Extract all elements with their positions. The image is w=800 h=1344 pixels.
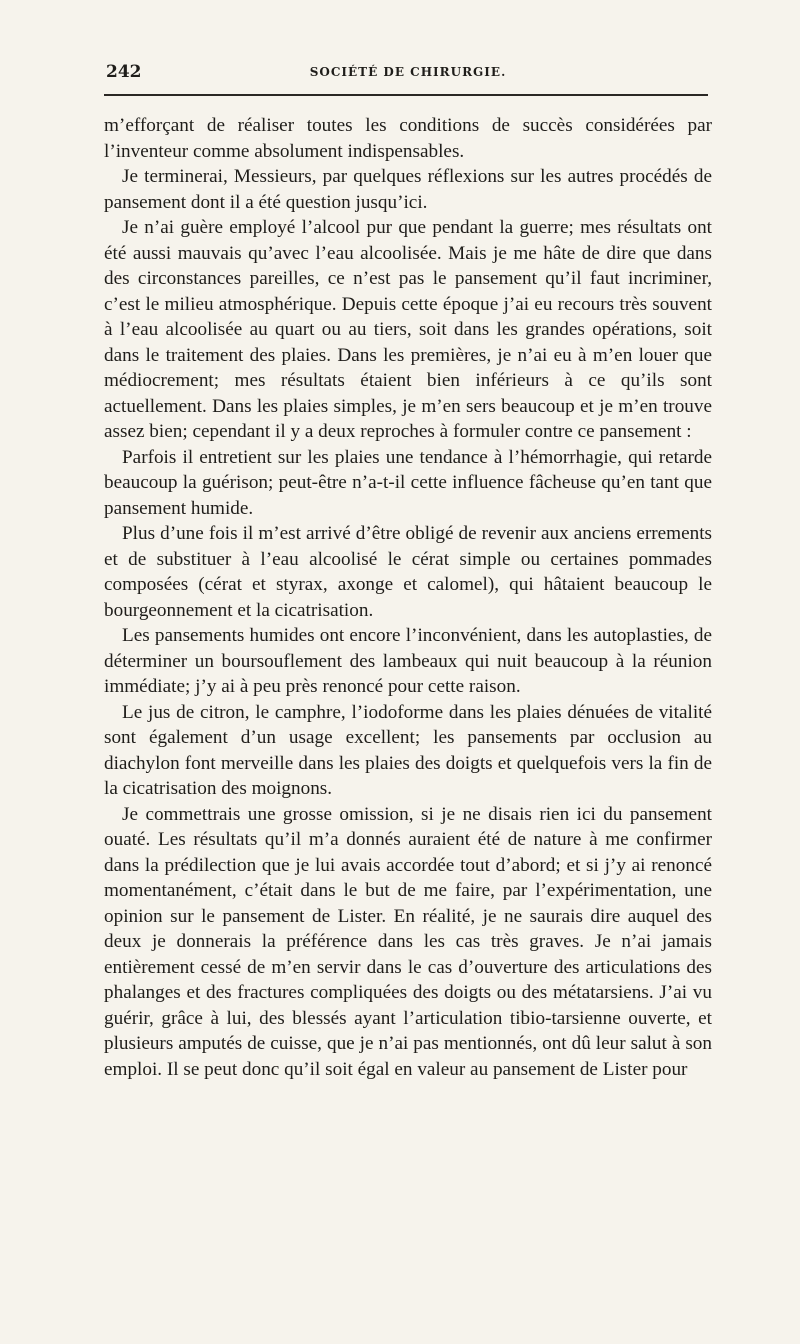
page-number: 242 bbox=[106, 62, 142, 82]
book-page bbox=[104, 0, 712, 1344]
paragraph: Le jus de citron, le camphre, l’iodoforme dans les plaies dénuées de vitalité sont également d’un usage excellent; les pansements par occlusion au diachylon font merveille dans les plaies des doigts et quelquefois vers la fin de la cicatrisation des moignons. bbox=[104, 701, 712, 799]
running-title: SOCIÉTÉ DE CHIRURGIE. bbox=[309, 65, 507, 79]
paragraph: Je terminerai, Messieurs, par quelques réflexions sur les autres procédés de pansement dont il a été question jusqu’ici. bbox=[104, 166, 712, 213]
paragraph: Je n’ai guère employé l’alcool pur que pendant la guerre; mes résultats ont été aussi mauvais qu’avec l’eau alcoolisée. Mais je me hâte de dire que dans des circonstances pareilles, ce n’est pas le pansement qu’il faut incriminer, c’est le milieu atmosphérique. Depuis cette époque j’ai eu recours très souvent à l’eau alcoolisée au quart ou au tiers, soit dans les grandes opérations, soit dans le traitement des plaies. Dans les premières, je n’ai eu à m’en louer que médiocrement; mes résultats étaient bien inférieurs à ce qu’ils sont actuellement. Dans les plaies simples, je m’en sers beaucoup et je m’en trouve assez bien; cependant il y a deux reproches à formuler contre ce pansement : bbox=[104, 217, 712, 442]
paragraph: Parfois il entretient sur les plaies une tendance à l’hémorrhagie, qui retarde beaucoup la guérison; peut-être n’a-t-il cette influence fâcheuse qu’en tant que pansement humide. bbox=[104, 446, 712, 519]
paragraph: m’efforçant de réaliser toutes les conditions de succès considérées par l’inventeur comme absolument indispensables. bbox=[104, 115, 712, 162]
paragraph: Plus d’une fois il m’est arrivé d’être obligé de revenir aux anciens errements et de substituer à l’eau alcoolisé le cérat simple ou certaines pommades composées (cérat et styrax, axonge et calomel), qui hâtaient beaucoup le bourgeonnement et la cicatrisation. bbox=[104, 523, 712, 621]
running-head bbox=[104, 62, 712, 84]
paragraph: Je commettrais une grosse omission, si je ne disais rien ici du pansement ouaté. Les résultats qu’il m’a donnés auraient été de nature à me confirmer dans la prédilection que je lui avais accordée tout d’abord; et si j’y ai renoncé momentanément, c’était dans le but de me faire, par l’expérimentation, une opinion sur le pansement de Lister. En réalité, je ne saurais dire auquel des deux je donnerais la préférence dans les cas très graves. Je n’ai jamais entièrement cessé de m’en servir dans le cas d’ouverture des articulations des phalanges et des fractures compliquées des doigts ou des métatarsiens. J’ai vu guérir, grâce à lui, des blessés ayant l’articulation tibio-tarsienne ouverte, et plusieurs amputés de cuisse, que je n’ai pas mentionnés, ont dû leur salut à son emploi. Il se peut donc qu’il soit égal en valeur au pansement de Lister pour bbox=[104, 803, 712, 1080]
header-rule bbox=[104, 94, 708, 96]
paragraph: Les pansements humides ont encore l’inconvénient, dans les autoplasties, de déterminer un boursouflement des lambeaux qui nuit beaucoup à la réunion immédiate; j’y ai à peu près renoncé pour cette raison. bbox=[104, 625, 712, 697]
body-text bbox=[104, 113, 712, 1082]
